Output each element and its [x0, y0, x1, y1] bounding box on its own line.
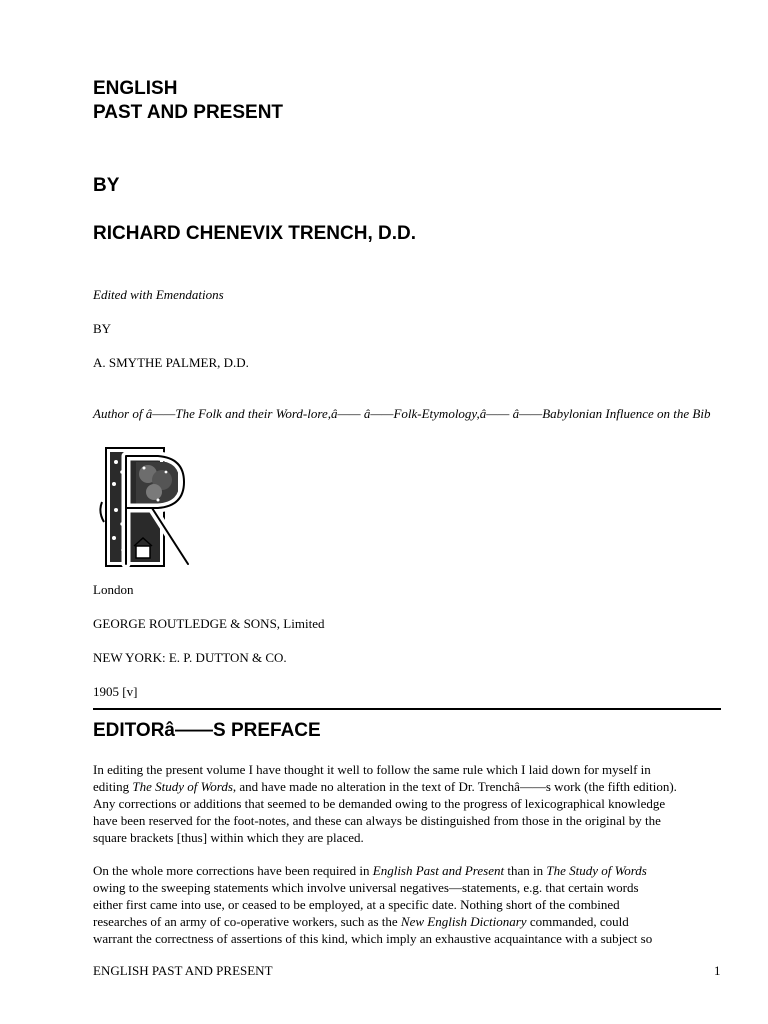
paragraph-line [93, 913, 721, 930]
text-run: researches of an army of co-operative workers, such as the [93, 914, 401, 929]
paragraph-line: warrant the correctness of assertions of this kind, which imply an exhaustive acquaintance with a subject so [93, 931, 653, 946]
paragraph-line: square brackets [thus] within which they are placed. [93, 830, 364, 845]
text-run: , and have made no alteration in the text of Dr. Trenchâ——s work (the fifth edition). [232, 779, 677, 794]
paragraph-line: have been reserved for the foot-notes, and these can always be distinguished from those in the original by the [93, 813, 661, 828]
section-divider [93, 708, 721, 710]
preface-heading: EDITORâ——S PREFACE [93, 720, 321, 741]
book-reference: The Study of Words [132, 779, 233, 794]
author-heading: RICHARD CHENEVIX TRENCH, D.D. [93, 223, 417, 244]
decorative-dropcap-image [96, 442, 196, 576]
book-reference: The Study of Words [546, 863, 647, 878]
preface-paragraph-2 [93, 862, 721, 947]
by-heading: BY [93, 175, 120, 196]
paragraph-line: In editing the present volume I have thought it well to follow the same rule which I laid down for myself in [93, 762, 651, 777]
by-line: BY [93, 321, 112, 336]
book-title [93, 77, 283, 125]
imprint-city: London [93, 582, 134, 597]
imprint-year: 1905 [v] [93, 684, 138, 699]
editor-name: A. SMYTHE PALMER, D.D. [93, 355, 249, 370]
book-reference: English Past and Present [372, 863, 505, 878]
text-run: than in [504, 863, 547, 878]
book-reference: New English Dictionary [400, 914, 527, 929]
paragraph-line: either first came into use, or ceased to be employed, at a specific date. Nothing short of the combined [93, 897, 620, 912]
imprint-publisher: GEORGE ROUTLEDGE & SONS, Limited [93, 616, 325, 631]
author-of-line: Author of â——The Folk and their Word-lore,â—— â——Folk-Etymology,â—— â——Babylonian Influence on the Bib [93, 406, 711, 421]
page-number: 1 [714, 963, 721, 978]
paragraph-line [93, 862, 721, 879]
paragraph-line [93, 778, 721, 795]
imprint-newyork: NEW YORK: E. P. DUTTON & CO. [93, 650, 287, 665]
edited-line: Edited with Emendations [93, 287, 224, 302]
text-run: editing [93, 779, 133, 794]
paragraph-line: Any corrections or additions that seemed to be demanded owing to the progress of lexicographical knowledge [93, 796, 666, 811]
document-page [93, 0, 768, 1024]
text-run: On the whole more corrections have been required in [93, 863, 373, 878]
running-footer-title: ENGLISH PAST AND PRESENT [93, 963, 273, 978]
title-line-2: PAST AND PRESENT [93, 102, 284, 123]
text-run: commanded, could [526, 914, 629, 929]
title-line-1: ENGLISH [93, 78, 178, 99]
paragraph-line: owing to the sweeping statements which involve universal negatives—statements, e.g. that certain words [93, 880, 639, 895]
preface-paragraph-1 [93, 761, 721, 846]
